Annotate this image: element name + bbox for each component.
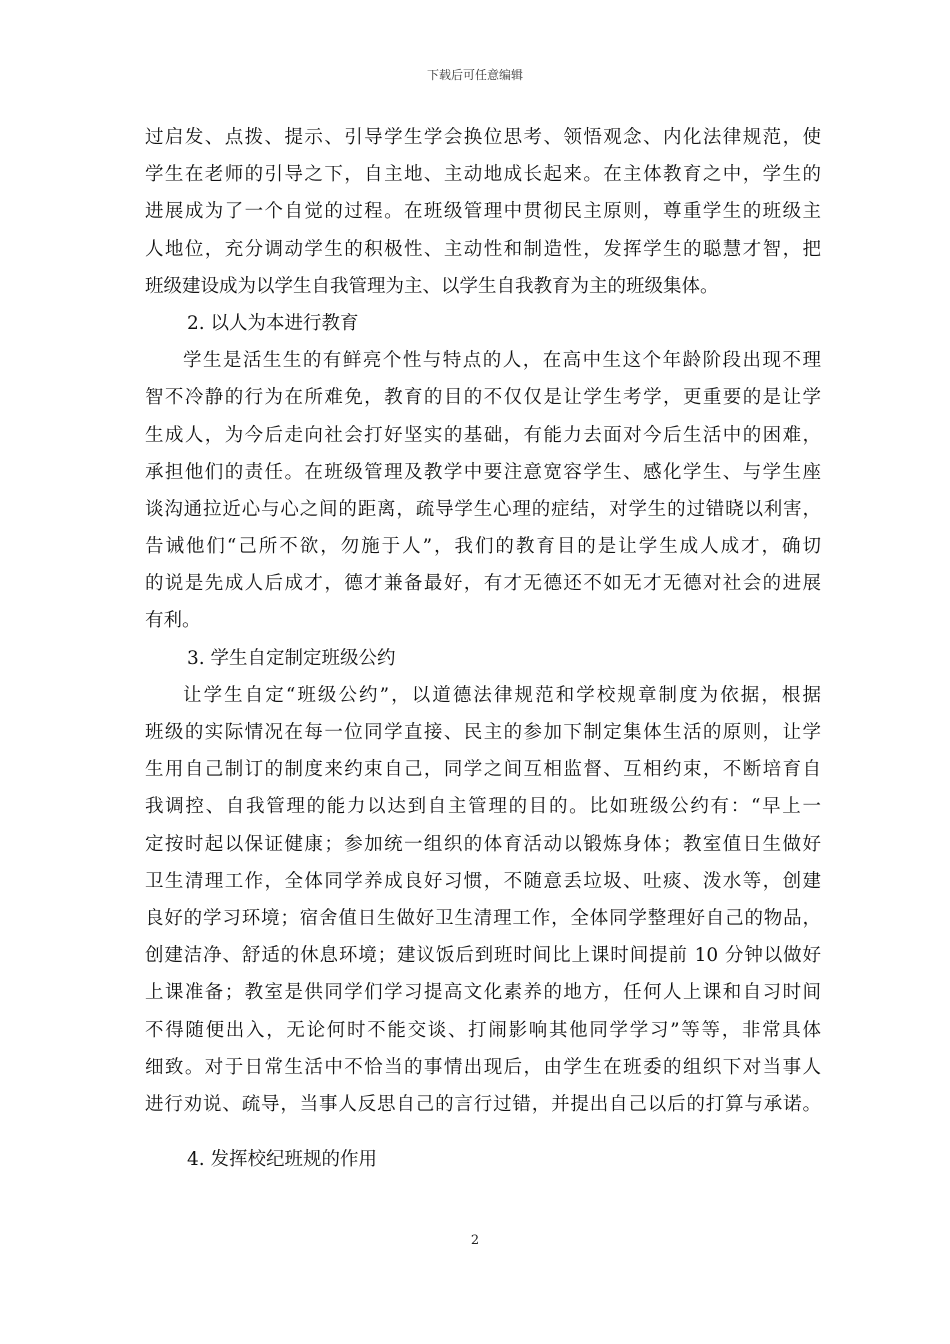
paragraph-2 bbox=[145, 342, 821, 640]
page-number: 2 bbox=[470, 1233, 480, 1248]
text-line: 不得随便出入，无论何时不能交谈、打闹影响其他同学学习”等等，非常具体 bbox=[145, 1019, 821, 1041]
text-line: 承担他们的责任。在班级管理及教学中要注意宽容学生、感化学生、与学生座 bbox=[145, 461, 821, 483]
text-line: 智不冷静的行为在所难免，教育的目的不仅仅是让学生考学，更重要的是让学 bbox=[145, 387, 821, 409]
text-line: 有利。 bbox=[145, 610, 201, 632]
text-line: 上课准备；教室是供同学们学习提高文化素养的地方，任何人上课和自习时间 bbox=[145, 982, 821, 1004]
text-line: 学生在老师的引导之下，自主地、主动地成长起来。在主体教育之中，学生的 bbox=[145, 164, 821, 186]
text-line: 人地位，充分调动学生的积极性、主动性和制造性，发挥学生的聪慧才智，把 bbox=[145, 238, 821, 260]
paragraph-1 bbox=[145, 119, 821, 305]
text-line: 班级的实际情况在每一位同学直接、民主的参加下制定集体生活的原则，让学 bbox=[145, 722, 821, 743]
text-line: 告诫他们“己所不欲，勿施于人”，我们的教育目的是让学生成人成才，确切 bbox=[145, 536, 821, 558]
text-line: 进展成为了一个自觉的过程。在班级管理中贯彻民主原则，尊重学生的班级主 bbox=[145, 201, 821, 223]
text-line: 让学生自定“班级公约”，以道德法律规范和学校规章制度为依据，根据 bbox=[183, 684, 821, 706]
text-line: 班级建设成为以学生自我管理为主、以学生自我教育为主的班级集体。 bbox=[145, 275, 719, 297]
section-heading-3: 3. 学生自定制定班级公约 bbox=[187, 647, 396, 669]
page-header: 下载后可任意编辑 bbox=[426, 68, 523, 82]
text-line: 细致。对于日常生活中不恰当的事情出现后，由学生在班委的组织下对当事人 bbox=[145, 1056, 821, 1078]
text-line: 过启发、点拨、提示、引导学生学会换位思考、领悟观念、内化法律规范，使 bbox=[145, 127, 821, 148]
paragraph-spacer bbox=[145, 1123, 821, 1141]
text-line: 定按时起以保证健康；参加统一组织的体育活动以锻炼身体；教室值日生做好 bbox=[145, 833, 821, 855]
text-line: 生用自己制订的制度来约束自己，同学之间互相监督、互相约束，不断培育自 bbox=[145, 759, 821, 781]
section-heading-2: 2. 以人为本进行教育 bbox=[187, 312, 359, 334]
text-line: 生成人，为今后走向社会打好坚实的基础，有能力去面对今后生活中的困难， bbox=[145, 424, 821, 446]
document-body bbox=[145, 119, 821, 1178]
paragraph-3 bbox=[145, 677, 821, 1123]
text-line: 我调控、自我管理的能力以达到自主管理的目的。比如班级公约有：“早上一 bbox=[145, 796, 821, 818]
section-heading-4: 4. 发挥校纪班规的作用 bbox=[187, 1149, 378, 1171]
text-line: 学生是活生生的有鲜亮个性与特点的人，在高中生这个年龄阶段出现不理 bbox=[183, 350, 821, 372]
text-line: 进行劝说、疏导，当事人反思自己的言行过错，并提出自己以后的打算与承诺。 bbox=[145, 1093, 821, 1115]
text-line: 卫生清理工作，全体同学养成良好习惯，不随意丢垃圾、吐痰、泼水等，创建 bbox=[145, 870, 821, 892]
text-line: 良好的学习环境；宿舍值日生做好卫生清理工作，全体同学整理好自己的物品， bbox=[145, 907, 821, 929]
text-line: 创建洁净、舒适的休息环境；建议饭后到班时间比上课时间提前 10 分钟以做好 bbox=[145, 945, 821, 967]
text-line: 的说是先成人后成才，德才兼备最好，有才无德还不如无才无德对社会的进展 bbox=[145, 573, 821, 595]
text-line: 谈沟通拉近心与心之间的距离，疏导学生心理的症结，对学生的过错晓以利害， bbox=[145, 498, 821, 520]
